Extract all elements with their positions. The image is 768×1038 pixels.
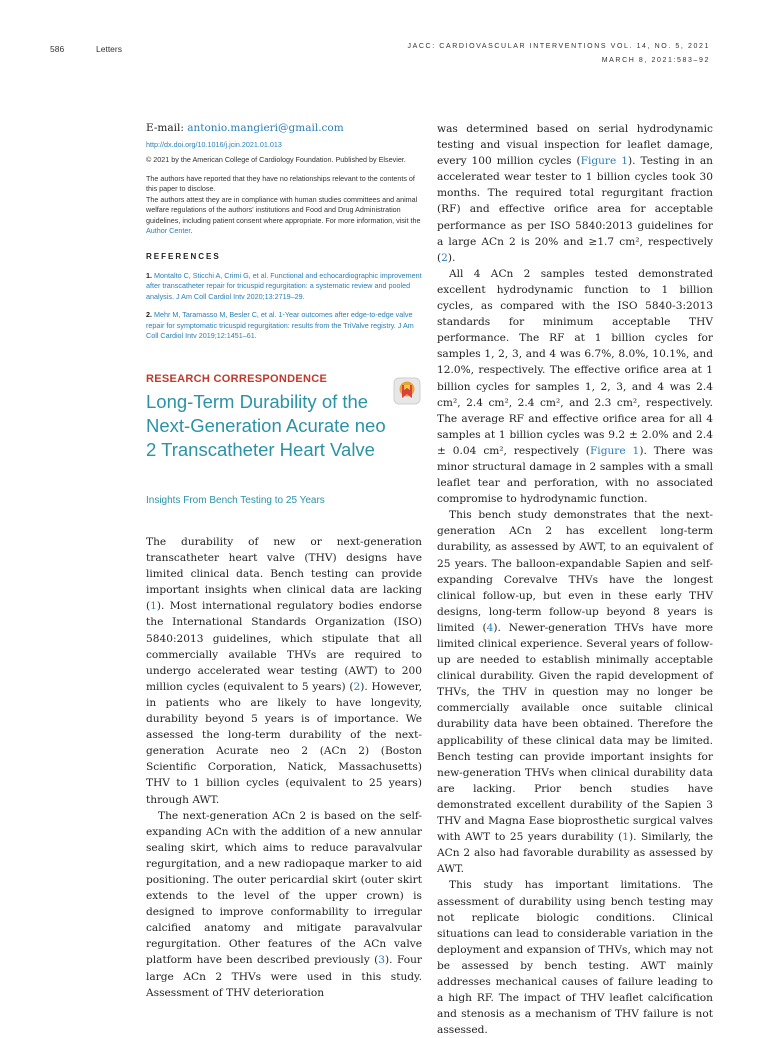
text-run: ). — [447, 251, 456, 264]
doi-link[interactable]: http://dx.doi.org/10.1016/j.jcin.2021.01.013 — [146, 140, 282, 149]
text-run: was determined based on serial hydrodynamic testing and visual inspection for leaflet damage, every 100 million cycles ( — [437, 123, 713, 168]
check-for-updates-icon[interactable] — [393, 377, 421, 405]
page-number: 586 — [50, 44, 65, 54]
body-paragraph — [437, 266, 713, 507]
text-run: ). Newer-generation THVs have more limited clinical experience. Several years of follow-up are needed to establish minimally acceptable clinical durability. Given the rapid development of THVs, the THV in question may no longer be commercially available once suitable clinical durability data have been obtained. Therefore the applicability of these clinical data may be limited. Bench testing can provide important insights for new-generation THVs when clinical durability data are lacking. Prior bench studies have demonstrated excellent durability of the Sapien 3 THV and Magna Ease bioprosthetic surgical valves with AWT to 25 years durability ( — [437, 621, 713, 844]
compliance-period: . — [190, 226, 193, 235]
text-run: This bench study demonstrates that the next-generation ACn 2 has excellent long-term durability, as assessed by AWT, to an equivalent of 25 years. The balloon-expandable Sapien and self-expanding Corevalve THVs have the longest clinical follow-up, but even in these early THV designs, long-term follow-up beyond 8 years is limited ( — [437, 509, 713, 634]
body-paragraph — [146, 534, 422, 808]
text-run: ). However, in patients who are likely to have longevity, durability beyond 5 years is of importance. We assessed the long-term durability of the next-generation Acurate neo 2 (ACn 2) (Boston Scientific Corporation, Natick, Massachusetts) THV to 1 billion cycles (equivalent to 25 years) through AWT. — [146, 680, 423, 806]
text-run: ). Similarly, the ACn 2 also had favorable durability as assessed by AWT. — [437, 831, 713, 876]
citation-link[interactable]: 4 — [486, 621, 494, 634]
figure-link[interactable]: Figure 1 — [580, 155, 628, 168]
references-heading: REFERENCES — [146, 251, 221, 261]
figure-link[interactable]: Figure 1 — [589, 444, 640, 457]
citation-link[interactable]: 1 — [150, 600, 157, 613]
disclosure-text: The authors have reported that they have no relationships relevant to the contents of this paper to disclose. — [146, 173, 415, 193]
email-line — [146, 122, 422, 134]
email-link[interactable]: antonio.mangieri@gmail.com — [187, 122, 344, 134]
copyright-notice: © 2021 by the American College of Cardiology Foundation. Published by Elsevier. — [146, 155, 406, 164]
body-paragraph — [437, 121, 713, 266]
reference-item — [146, 310, 422, 342]
body-paragraph — [437, 877, 713, 1038]
body-paragraph — [437, 507, 713, 877]
article-subtitle: Insights From Bench Testing to 25 Years — [146, 495, 325, 506]
text-run: This study has important limitations. The assessment of durability using bench testing may not replicate biologic conditions. Clinical situations can lead to considerable variation in the deployment and expansion of THVs, which may not be assessed by bench testing. AWT mainly addresses mechanical causes of failure leading to a high RF. The impact of THV leaflet calcification and stenosis as a mechanism of THV failure is not assessed. — [437, 879, 713, 1037]
body-column-right — [437, 121, 713, 1038]
reference-number: 2. — [146, 310, 152, 319]
article-title: Long-Term Durability of the Next-Generation Acurate neo 2 Transcatheter Heart Valve — [146, 391, 386, 460]
author-center-link[interactable]: Author Center — [146, 226, 191, 235]
email-label: E-mail: — [146, 122, 184, 134]
citation-link[interactable]: 3 — [378, 954, 386, 967]
citation-link[interactable]: 2 — [353, 680, 361, 693]
journal-citation: JACC: CARDIOVASCULAR INTERVENTIONS VOL. 14, NO. 5, 2021 — [407, 43, 710, 50]
text-run: The next-generation ACn 2 is based on the self-expanding ACn with the addition of a new annular sealing skirt, which aims to reduce paravalvular regurgitation, and a new radiopaque marker to aid positioning. The outer pericardial skirt (outer skirt extends to the level of the upper crown) is designed to improve conformability to irregular calcified anatomy and mitigate paravalvular regurgitation. Other features of the ACn valve platform have been described previously ( — [146, 809, 422, 967]
compliance-text — [146, 195, 422, 237]
body-column-left — [146, 534, 422, 1001]
reference-link[interactable]: Montalto C, Sticchi A, Crimi G, et al. Functional and echocardiographic improvement after transcatheter repair for tricuspid regurgitation: a systematic review and pooled analysis. J Am Coll Cardiol Intv 2020;13:2719–29. — [146, 270, 422, 301]
text-run: ). Testing in an accelerated wear tester to 1 billion cycles took 30 months. The required total regurgitant fraction (RF) and effective orifice area for acceptable performance as per ISO 5840:2013 guidelines for a large ACn 2 is 20% and ≥1.7 cm², respectively ( — [437, 155, 713, 264]
reference-link[interactable]: Mehr M, Taramasso M, Besler C, et al. 1-Year outcomes after edge-to-edge valve repair for symptomatic tricuspid regurgitation: results from the TriValve registry. J Am Coll Cardiol Intv 2019;12:1451–61. — [146, 310, 414, 340]
reference-number: 1. — [146, 270, 152, 280]
reference-item — [146, 271, 422, 303]
text-run: ). Most international regulatory bodies endorse the International Standards Organization (ISO) 5840:2013 guidelines, which stipulate that all commercially available THVs are required to undergo accelerated wear testing (AWT) to 200 million cycles (equivalent to 5 years) ( — [146, 600, 422, 693]
text-run: All 4 ACn 2 samples tested demonstrated excellent hydrodynamic function to 1 billion cycles, as compared with the ISO 5840-3:2013 standards for minimum acceptable THV performance. The RF at 1 billion cycles for samples 1, 2, 3, and 4 was 6.7%, 8.0%, 10.1%, and 12.0%, respectively. The effective orifice area at 1 billion cycles for samples 1, 2, 3, and 4 was 2.4 cm², 2.4 cm², 2.4 cm², and 2.3 cm², respectively. The average RF and effective orifice area for all 4 samples at 1 billion cycles was 9.2 ± 2.0% and 2.4 ± 0.04 cm², respectively ( — [437, 267, 713, 457]
article-category: RESEARCH CORRESPONDENCE — [146, 373, 328, 385]
text-run: ). Four large ACn 2 THVs were used in this study. Assessment of THV deterioration — [146, 954, 422, 999]
body-paragraph — [146, 808, 422, 1001]
citation-link[interactable]: 2 — [441, 251, 448, 264]
section-label: Letters — [96, 44, 122, 54]
text-run: ). There was minor structural damage in 2 samples with a small leaflet tear and perforation, with no associated compromise to hydrodynamic function. — [437, 444, 713, 506]
issue-date-pages: MARCH 8, 2021:583–92 — [601, 57, 710, 64]
text-run: The durability of new or next-generation transcatheter heart valve (THV) designs have limited clinical data. Bench testing can provide important insights when clinical data are lacking ( — [146, 536, 422, 613]
citation-link[interactable]: 1 — [622, 831, 629, 844]
compliance-statement: The authors attest they are in compliance with human studies committees and animal welfare regulations of the authors' institutions and Food and Drug Administration guidelines, including patient consent where appropriate. For more information, visit the — [146, 194, 421, 225]
front-matter — [146, 122, 422, 350]
